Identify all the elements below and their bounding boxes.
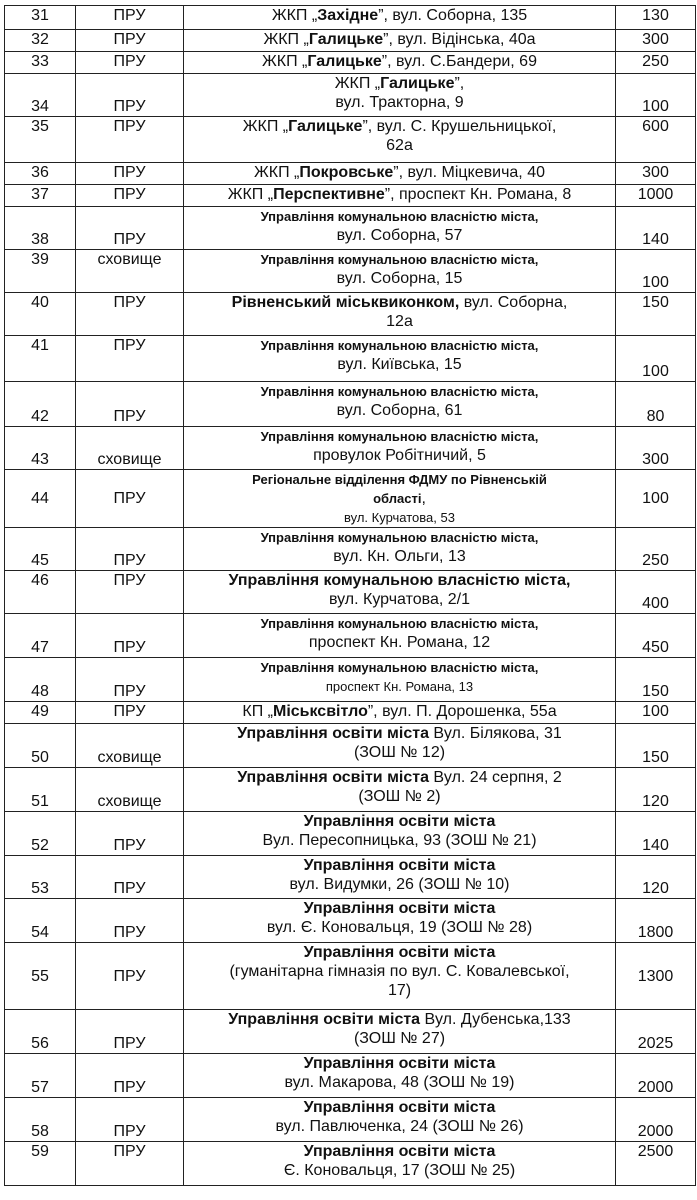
shelter-type: ПРУ [76, 382, 184, 427]
organization-name: Галицьке [307, 53, 382, 70]
address-text: вул. Курчатова, 53 [344, 510, 455, 525]
owner-address [184, 52, 616, 74]
capacity: 450 [616, 614, 696, 658]
capacity: 150 [616, 658, 696, 702]
address-text: ”, вул. С.Бандери, 69 [381, 53, 537, 70]
address-text: (гуманітарна гімназія по вул. С. Ковалевської, [229, 963, 570, 980]
capacity: 120 [616, 856, 696, 899]
owner-address [184, 812, 616, 856]
row-number: 43 [5, 427, 76, 470]
row-number: 53 [5, 856, 76, 899]
table-row [5, 117, 696, 163]
shelter-type: ПРУ [76, 1098, 184, 1142]
owner-address [184, 856, 616, 899]
owner-address [184, 293, 616, 336]
capacity: 140 [616, 207, 696, 250]
shelter-type: ПРУ [76, 293, 184, 336]
table-row [5, 52, 696, 74]
shelter-type: ПРУ [76, 185, 184, 207]
shelter-type: ПРУ [76, 74, 184, 117]
owner-address [184, 470, 616, 528]
organization-name: Управління освіти міста [228, 1011, 421, 1028]
table-row [5, 856, 696, 899]
table-row [5, 185, 696, 207]
table-row [5, 768, 696, 812]
capacity: 1300 [616, 943, 696, 1010]
organization-name: Управління комунальною власністю міста, [260, 209, 539, 224]
shelter-type: ПРУ [76, 658, 184, 702]
organization-name: Перспективне [273, 186, 385, 203]
table-row [5, 163, 696, 185]
row-number: 49 [5, 702, 76, 724]
shelter-type: ПРУ [76, 943, 184, 1010]
owner-address [184, 382, 616, 427]
organization-name: Рівненський міськвиконком, [231, 294, 460, 311]
address-text: Вул. Пересопницька, 93 (ЗОШ № 21) [262, 832, 537, 849]
owner-address [184, 6, 616, 30]
address-text: КП „ [242, 703, 273, 720]
address-text: вул. Є. Коновальця, 19 (ЗОШ № 28) [266, 919, 533, 936]
address-text: ЖКП „ [242, 118, 289, 135]
organization-name: Управління освіти міста [303, 1143, 496, 1160]
row-number: 54 [5, 899, 76, 943]
capacity: 250 [616, 528, 696, 571]
table-row [5, 943, 696, 1010]
table-body [5, 6, 696, 1186]
table-row [5, 571, 696, 614]
owner-address [184, 571, 616, 614]
address-text: вул. Київська, 15 [337, 356, 462, 373]
organization-name: Управління комунальною власністю міста, [228, 572, 571, 589]
address-text: вул. Соборна, [459, 294, 568, 311]
shelter-type: ПРУ [76, 470, 184, 528]
shelter-type: ПРУ [76, 30, 184, 52]
address-text: Вул. Білякова, 31 [428, 725, 562, 742]
organization-name: Управління комунальною власністю міста, [260, 384, 539, 399]
row-number: 45 [5, 528, 76, 571]
organization-name: Управління освіти міста [303, 857, 496, 874]
row-number: 31 [5, 6, 76, 30]
owner-address [184, 163, 616, 185]
capacity: 250 [616, 52, 696, 74]
address-text: ЖКП „ [227, 186, 274, 203]
owner-address [184, 899, 616, 943]
shelter-type: ПРУ [76, 571, 184, 614]
owner-address [184, 528, 616, 571]
address-text: ”, вул. П. Дорошенка, 55а [367, 703, 557, 720]
shelter-type: ПРУ [76, 528, 184, 571]
row-number: 40 [5, 293, 76, 336]
owner-address [184, 185, 616, 207]
shelter-type: ПРУ [76, 336, 184, 382]
organization-name: Управління освіти міста [303, 944, 496, 961]
organization-name: Управління комунальною власністю міста, [260, 338, 539, 353]
table-row [5, 6, 696, 30]
organization-name: Галицьке [288, 118, 363, 135]
table-row [5, 724, 696, 768]
owner-address [184, 724, 616, 768]
row-number: 36 [5, 163, 76, 185]
table-row [5, 899, 696, 943]
shelter-type: ПРУ [76, 1010, 184, 1054]
capacity: 80 [616, 382, 696, 427]
table-row [5, 812, 696, 856]
organization-name: Управління комунальною власністю міста, [260, 530, 539, 545]
address-text: вул. Соборна, 61 [336, 402, 463, 419]
table-row [5, 30, 696, 52]
table-row [5, 207, 696, 250]
row-number: 39 [5, 250, 76, 293]
shelter-type: ПРУ [76, 1142, 184, 1186]
address-text: ”, вул. С. Крушельницької, [362, 118, 557, 135]
shelters-table [4, 5, 696, 1186]
address-text: ”, вул. Відінська, 40а [383, 31, 536, 48]
address-text: вул. Соборна, 57 [336, 227, 463, 244]
capacity: 120 [616, 768, 696, 812]
address-text: ”, [454, 75, 465, 92]
shelter-type: ПРУ [76, 899, 184, 943]
shelter-type: сховище [76, 427, 184, 470]
table-row [5, 614, 696, 658]
organization-name: Управління освіти міста [303, 1055, 496, 1072]
organization-name: Управління освіти міста [303, 813, 496, 830]
owner-address [184, 1098, 616, 1142]
capacity: 600 [616, 117, 696, 163]
address-text: ЖКП „ [262, 53, 308, 70]
row-number: 42 [5, 382, 76, 427]
organization-name: Покровське [299, 164, 394, 181]
organization-name: Управління комунальною власністю міста, [260, 660, 539, 675]
organization-name: Міськсвітло [273, 703, 368, 720]
shelter-type: ПРУ [76, 614, 184, 658]
capacity: 100 [616, 470, 696, 528]
address-text: 62а [386, 137, 413, 154]
capacity: 2000 [616, 1054, 696, 1098]
address-text: ЖКП „ [334, 75, 381, 92]
owner-address [184, 427, 616, 470]
row-number: 59 [5, 1142, 76, 1186]
address-text: вул. Тракторна, 9 [335, 94, 464, 111]
row-number: 32 [5, 30, 76, 52]
row-number: 33 [5, 52, 76, 74]
owner-address [184, 702, 616, 724]
capacity: 300 [616, 427, 696, 470]
owner-address [184, 336, 616, 382]
organization-name: Управління освіти міста [303, 900, 496, 917]
shelter-type: сховище [76, 250, 184, 293]
address-text: ”, вул. Соборна, 135 [378, 7, 528, 24]
row-number: 52 [5, 812, 76, 856]
address-text: вул. Соборна, 15 [336, 270, 463, 287]
table-row [5, 382, 696, 427]
table-row [5, 293, 696, 336]
owner-address [184, 207, 616, 250]
address-text: вул. Видумки, 26 (ЗОШ № 10) [289, 876, 510, 893]
owner-address [184, 74, 616, 117]
organization-name: Управління освіти міста [303, 1099, 496, 1116]
capacity: 1800 [616, 899, 696, 943]
capacity: 100 [616, 74, 696, 117]
table-row [5, 74, 696, 117]
address-text: Вул. 24 серпня, 2 [428, 769, 562, 786]
address-text: Є. Коновальця, 17 (ЗОШ № 25) [283, 1162, 516, 1179]
shelter-type: ПРУ [76, 856, 184, 899]
table-row [5, 528, 696, 571]
table-row [5, 427, 696, 470]
address-text: 17) [387, 982, 412, 999]
capacity: 2000 [616, 1098, 696, 1142]
address-text: ЖКП „ [271, 7, 318, 24]
capacity: 100 [616, 336, 696, 382]
address-text: вул. Павлюченка, 24 (ЗОШ № 26) [275, 1118, 524, 1135]
row-number: 47 [5, 614, 76, 658]
capacity: 150 [616, 724, 696, 768]
organization-name: Управління комунальною власністю міста, [260, 429, 539, 444]
row-number: 44 [5, 470, 76, 528]
address-text: ”, проспект Кн. Романа, 8 [384, 186, 572, 203]
shelter-type: сховище [76, 768, 184, 812]
capacity: 1000 [616, 185, 696, 207]
address-text: ”, вул. Міцкевича, 40 [393, 164, 545, 181]
address-text: 12а [386, 313, 413, 330]
address-text: вул. Макарова, 48 (ЗОШ № 19) [284, 1074, 515, 1091]
capacity: 2500 [616, 1142, 696, 1186]
organization-name: Регіональне відділення ФДМУ по Рівненській [252, 472, 547, 487]
organization-name: Галицьке [308, 31, 384, 48]
owner-address [184, 117, 616, 163]
address-text: вул. Курчатова, 2/1 [329, 591, 470, 608]
organization-name: області [373, 491, 422, 506]
capacity: 400 [616, 571, 696, 614]
shelter-type: сховище [76, 724, 184, 768]
row-number: 56 [5, 1010, 76, 1054]
shelter-type: ПРУ [76, 702, 184, 724]
organization-name: Управління комунальною власністю міста, [260, 616, 539, 631]
shelter-type: ПРУ [76, 52, 184, 74]
table-row [5, 1010, 696, 1054]
address-text: проспект Кн. Романа, 12 [308, 634, 491, 651]
address-text: провулок Робітничий, 5 [313, 447, 486, 464]
owner-address [184, 1010, 616, 1054]
shelter-type: ПРУ [76, 812, 184, 856]
address-text: (ЗОШ № 27) [353, 1030, 446, 1047]
table-row [5, 1098, 696, 1142]
table-row [5, 702, 696, 724]
row-number: 34 [5, 74, 76, 117]
row-number: 37 [5, 185, 76, 207]
table-row [5, 658, 696, 702]
address-text: Вул. Дубенська,133 [420, 1011, 571, 1028]
capacity: 100 [616, 250, 696, 293]
shelter-type: ПРУ [76, 1054, 184, 1098]
row-number: 35 [5, 117, 76, 163]
row-number: 46 [5, 571, 76, 614]
shelter-type: ПРУ [76, 163, 184, 185]
organization-name: Західне [317, 7, 379, 24]
row-number: 38 [5, 207, 76, 250]
owner-address [184, 658, 616, 702]
owner-address [184, 1142, 616, 1186]
capacity: 2025 [616, 1010, 696, 1054]
address-text: проспект Кн. Романа, 13 [325, 679, 474, 694]
owner-address [184, 1054, 616, 1098]
address-text: , [421, 490, 426, 507]
owner-address [184, 943, 616, 1010]
organization-name: Управління освіти міста [237, 769, 429, 786]
capacity: 140 [616, 812, 696, 856]
row-number: 48 [5, 658, 76, 702]
table-row [5, 470, 696, 528]
table-row [5, 1054, 696, 1098]
table-row [5, 250, 696, 293]
owner-address [184, 768, 616, 812]
table-row [5, 336, 696, 382]
organization-name: Галицьке [380, 75, 455, 92]
shelter-type: ПРУ [76, 6, 184, 30]
row-number: 50 [5, 724, 76, 768]
row-number: 55 [5, 943, 76, 1010]
shelter-type: ПРУ [76, 117, 184, 163]
capacity: 100 [616, 702, 696, 724]
capacity: 300 [616, 163, 696, 185]
capacity: 130 [616, 6, 696, 30]
capacity: 150 [616, 293, 696, 336]
owner-address [184, 250, 616, 293]
capacity: 300 [616, 30, 696, 52]
address-text: (ЗОШ № 2) [358, 788, 441, 805]
address-text: ЖКП „ [253, 164, 300, 181]
row-number: 41 [5, 336, 76, 382]
row-number: 58 [5, 1098, 76, 1142]
address-text: ЖКП „ [263, 31, 309, 48]
owner-address [184, 614, 616, 658]
organization-name: Управління комунальною власністю міста, [260, 252, 539, 267]
row-number: 57 [5, 1054, 76, 1098]
owner-address [184, 30, 616, 52]
address-text: (ЗОШ № 12) [353, 744, 446, 761]
address-text: вул. Кн. Ольги, 13 [333, 548, 466, 565]
row-number: 51 [5, 768, 76, 812]
shelter-type: ПРУ [76, 207, 184, 250]
table-row [5, 1142, 696, 1186]
organization-name: Управління освіти міста [237, 725, 429, 742]
